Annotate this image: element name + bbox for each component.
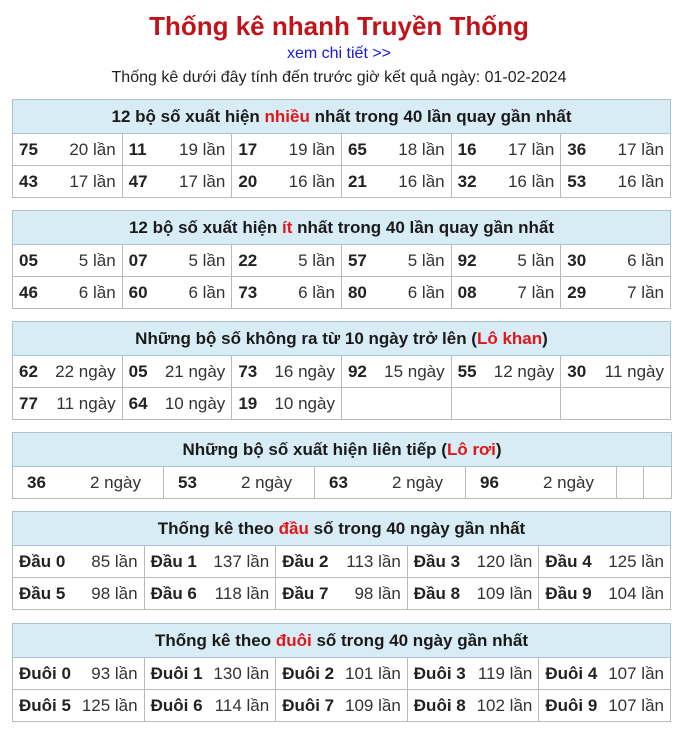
- cell-count: 12 ngày: [493, 361, 555, 381]
- table-cell: [122, 245, 232, 277]
- lo-number: 96: [480, 472, 499, 492]
- table-cell: [341, 388, 451, 420]
- header-text: Những bộ số xuất hiện liên tiếp (: [182, 439, 447, 459]
- table-cell: [122, 166, 232, 198]
- page-title: Thống kê nhanh Truyền Thống: [149, 11, 529, 41]
- table-row: [13, 166, 671, 198]
- dau-header: [13, 512, 671, 546]
- cell-count: 7 lần: [517, 282, 555, 302]
- cell-number: 65: [347, 139, 367, 159]
- table-row: [13, 245, 671, 277]
- table-cell: [13, 277, 123, 309]
- table-cell: [232, 356, 342, 388]
- most-frequent-body: [13, 134, 671, 198]
- cell-count: 125 lần: [608, 551, 664, 571]
- most-frequent-header: [13, 100, 671, 134]
- cell-number: Đầu 2: [282, 551, 329, 571]
- cell-number: Đuôi 5: [19, 695, 71, 715]
- cell-number: 19: [238, 393, 258, 413]
- cell-number: 92: [347, 361, 367, 381]
- cell-count: 20 lần: [69, 139, 116, 159]
- table-cell: [539, 690, 671, 722]
- cell-count: 130 lần: [213, 663, 270, 683]
- table-cell: [561, 134, 671, 166]
- table-cell: [13, 658, 145, 690]
- lo-number: 53: [178, 472, 197, 492]
- cell-count: 6 lần: [78, 282, 116, 302]
- cell-count: 137 lần: [213, 551, 270, 571]
- dau-table: [12, 511, 671, 610]
- cell-number: 92: [457, 250, 477, 270]
- table-cell: [13, 690, 145, 722]
- cell-number: 47: [128, 171, 148, 191]
- cell-number: 20: [238, 171, 258, 191]
- cell-count: 109 lần: [345, 695, 401, 715]
- table-cell: [232, 388, 342, 420]
- cell-number: 32: [457, 171, 477, 191]
- cell-number: Đầu 6: [150, 583, 197, 603]
- header-text: ): [495, 439, 502, 459]
- detail-link[interactable]: xem chi tiết >>: [286, 45, 392, 62]
- cell-count: 17 lần: [178, 171, 226, 191]
- cell-count: 114 lần: [214, 695, 270, 715]
- lo-count: 2 ngày: [240, 472, 292, 492]
- table-cell: [276, 658, 408, 690]
- least-frequent-body: [13, 245, 671, 309]
- table-cell: [276, 546, 408, 578]
- cell-count: 6 lần: [407, 282, 445, 302]
- lo-count: 2 ngày: [89, 472, 141, 492]
- table-cell: [341, 277, 451, 309]
- cell-number: 22: [238, 250, 258, 270]
- cell-count: 102 lần: [476, 695, 533, 715]
- cell-count: 22 ngày: [55, 361, 116, 381]
- header-text: ): [542, 328, 548, 348]
- cell-number: 05: [128, 361, 148, 381]
- cell-number: 75: [19, 139, 38, 159]
- cell-count: 6 lần: [298, 282, 335, 302]
- table-cell: [122, 388, 232, 420]
- table-row: [13, 277, 671, 309]
- cell-count: 17 lần: [507, 139, 555, 159]
- table-cell: [561, 245, 671, 277]
- table-cell: [341, 134, 451, 166]
- least-frequent-table: [12, 210, 671, 309]
- cell-number: Đuôi 8: [413, 695, 466, 715]
- header-text: 12 bộ số xuất hiện: [111, 106, 265, 126]
- cell-number: Đầu 3: [413, 551, 461, 571]
- cell-number: Đuôi 1: [150, 663, 203, 683]
- header-highlight: đầu: [278, 518, 309, 538]
- lo-roi-empty-cell: [617, 467, 644, 499]
- lo-roi-cell: [315, 467, 466, 499]
- table-cell: [144, 690, 276, 722]
- lo-roi-empty-cell: [644, 467, 672, 499]
- cell-count: 11 ngày: [604, 361, 664, 381]
- table-cell: [561, 166, 671, 198]
- cell-number: Đuôi 9: [545, 695, 598, 715]
- duoi-body: [13, 658, 671, 722]
- cell-number: Đầu 1: [150, 551, 197, 571]
- table-cell: [13, 245, 123, 277]
- cell-count: 113 lần: [346, 551, 401, 571]
- cell-number: 80: [347, 282, 367, 302]
- lo-khan-header: [13, 322, 671, 356]
- cell-count: 17 lần: [617, 139, 664, 159]
- table-cell: [144, 578, 276, 610]
- cell-number: 77: [19, 393, 38, 413]
- cell-count: 5 lần: [298, 250, 335, 270]
- header-text: Thống kê theo: [154, 630, 276, 650]
- table-cell: [451, 277, 561, 309]
- table-row: [13, 658, 671, 690]
- cell-count: 107 lần: [608, 663, 664, 683]
- lo-khan-table: [12, 321, 671, 420]
- cell-number: Đầu 8: [413, 583, 461, 603]
- cell-number: 05: [19, 250, 38, 270]
- cell-count: 11 ngày: [56, 393, 116, 413]
- cell-count: 118 lần: [214, 583, 270, 603]
- table-cell: [407, 658, 539, 690]
- cell-count: 19 lần: [178, 139, 226, 159]
- cell-count: 125 lần: [81, 695, 138, 715]
- cell-count: 16 lần: [398, 171, 445, 191]
- cell-number: Đuôi 4: [545, 663, 598, 683]
- cell-number: Đuôi 0: [19, 663, 71, 683]
- table-cell: [232, 134, 342, 166]
- cell-number: 43: [19, 171, 38, 191]
- table-row: [13, 388, 671, 420]
- cell-count: 5 lần: [78, 250, 116, 270]
- cell-count: 120 lần: [476, 551, 533, 571]
- least-frequent-header: [13, 211, 671, 245]
- cell-count: 101 lần: [345, 663, 401, 683]
- table-cell: [561, 388, 671, 420]
- duoi-header: [13, 624, 671, 658]
- cell-count: 6 lần: [188, 282, 226, 302]
- table-cell: [451, 245, 561, 277]
- cell-number: Đuôi 3: [413, 663, 466, 683]
- table-cell: [561, 356, 671, 388]
- cell-count: 104 lần: [608, 583, 664, 603]
- lo-roi-header: [13, 433, 672, 467]
- lo-count: 2 ngày: [542, 472, 594, 492]
- cell-number: 30: [567, 250, 587, 270]
- lo-roi-table: [12, 432, 672, 499]
- cell-count: 119 lần: [477, 663, 533, 683]
- cell-number: 17: [238, 139, 258, 159]
- cell-number: 36: [567, 139, 587, 159]
- cell-number: 64: [128, 393, 148, 413]
- cell-number: 55: [457, 361, 477, 381]
- cell-number: 08: [457, 282, 477, 302]
- lo-roi-cell: [13, 467, 164, 499]
- cell-number: Đuôi 2: [282, 663, 335, 683]
- cell-number: 60: [128, 282, 148, 302]
- table-cell: [232, 277, 342, 309]
- header-text: Thống kê theo: [157, 518, 279, 538]
- table-cell: [13, 546, 145, 578]
- table-cell: [341, 166, 451, 198]
- lo-roi-row: [13, 467, 672, 499]
- cell-count: 16 lần: [617, 171, 664, 191]
- cell-number: Đầu 5: [19, 583, 66, 603]
- cell-count: 10 ngày: [164, 393, 226, 413]
- lo-number: 63: [329, 472, 348, 492]
- cell-count: 7 lần: [627, 282, 664, 302]
- table-cell: [407, 690, 539, 722]
- header-highlight: nhiều: [264, 106, 310, 126]
- table-cell: [407, 546, 539, 578]
- cell-count: 98 lần: [91, 583, 138, 603]
- table-cell: [539, 658, 671, 690]
- cell-count: 10 ngày: [274, 393, 335, 413]
- cell-count: 5 lần: [188, 250, 226, 270]
- table-cell: [13, 134, 123, 166]
- table-cell: [276, 578, 408, 610]
- table-cell: [144, 546, 276, 578]
- cell-number: 21: [347, 171, 367, 191]
- table-cell: [539, 578, 671, 610]
- header-text: nhất trong 40 lần quay gần nhất: [292, 217, 555, 237]
- table-cell: [144, 658, 276, 690]
- most-frequent-table: [12, 99, 671, 198]
- table-row: [13, 578, 671, 610]
- cell-number: 11: [128, 139, 147, 159]
- cell-count: 109 lần: [476, 583, 533, 603]
- table-row: [13, 546, 671, 578]
- table-row: [13, 134, 671, 166]
- cell-count: 16 lần: [507, 171, 555, 191]
- table-cell: [451, 134, 561, 166]
- lo-roi-cell: [164, 467, 315, 499]
- cell-count: 19 lần: [288, 139, 335, 159]
- table-cell: [561, 277, 671, 309]
- cell-number: Đuôi 6: [150, 695, 203, 715]
- cell-count: 107 lần: [608, 695, 664, 715]
- cell-count: 6 lần: [627, 250, 664, 270]
- cell-count: 85 lần: [91, 551, 138, 571]
- table-cell: [451, 166, 561, 198]
- table-cell: [407, 578, 539, 610]
- table-cell: [122, 277, 232, 309]
- page-subtitle: Thống kê dưới đây tính đến trước giờ kết quả ngày: 01-02-2024: [111, 69, 567, 86]
- cell-count: 16 ngày: [274, 361, 335, 381]
- cell-count: 17 lần: [69, 171, 116, 191]
- table-row: [13, 356, 671, 388]
- cell-number: 07: [128, 250, 148, 270]
- table-cell: [451, 388, 561, 420]
- header-highlight: đuôi: [275, 630, 312, 650]
- table-cell: [232, 166, 342, 198]
- cell-count: 98 lần: [354, 583, 401, 603]
- cell-count: 93 lần: [91, 663, 138, 683]
- cell-number: Đuôi 7: [282, 695, 335, 715]
- cell-number: Đầu 4: [545, 551, 592, 571]
- lo-khan-body: [13, 356, 671, 420]
- cell-number: 53: [567, 171, 587, 191]
- header-text: số trong 40 ngày gần nhất: [308, 518, 526, 538]
- duoi-table: [12, 623, 671, 722]
- cell-count: 16 lần: [288, 171, 335, 191]
- lo-roi-cell: [466, 467, 617, 499]
- table-cell: [451, 356, 561, 388]
- cell-number: 57: [347, 250, 367, 270]
- cell-number: 62: [19, 361, 38, 381]
- table-cell: [122, 356, 232, 388]
- header-highlight: Lô rơi: [446, 439, 496, 459]
- header-text: số trong 40 ngày gần nhất: [311, 630, 529, 650]
- table-cell: [341, 245, 451, 277]
- cell-number: Đầu 7: [282, 583, 329, 603]
- cell-count: 21 ngày: [164, 361, 226, 381]
- header-text: 12 bộ số xuất hiện: [128, 217, 282, 237]
- table-cell: [341, 356, 451, 388]
- table-cell: [232, 245, 342, 277]
- cell-number: 73: [238, 282, 258, 302]
- cell-number: 30: [567, 361, 587, 381]
- table-cell: [13, 356, 123, 388]
- table-cell: [13, 578, 145, 610]
- cell-count: 15 ngày: [384, 361, 445, 381]
- header-highlight: Lô khan: [476, 328, 543, 348]
- table-cell: [13, 166, 123, 198]
- cell-count: 5 lần: [407, 250, 445, 270]
- table-cell: [13, 388, 123, 420]
- table-row: [13, 690, 671, 722]
- lo-count: 2 ngày: [391, 472, 443, 492]
- dau-body: [13, 546, 671, 610]
- cell-number: 73: [238, 361, 258, 381]
- table-cell: [276, 690, 408, 722]
- header-highlight: ít: [282, 217, 293, 237]
- cell-count: 5 lần: [517, 250, 555, 270]
- header-text: nhất trong 40 lần quay gần nhất: [309, 106, 572, 126]
- cell-count: 18 lần: [398, 139, 445, 159]
- cell-number: Đầu 9: [545, 583, 592, 603]
- lo-number: 36: [27, 472, 46, 492]
- cell-number: Đầu 0: [19, 551, 66, 571]
- table-cell: [539, 546, 671, 578]
- table-cell: [122, 134, 232, 166]
- cell-number: 16: [457, 139, 477, 159]
- header-text: Những bộ số không ra từ 10 ngày trở lên (: [135, 328, 477, 348]
- cell-number: 46: [19, 282, 38, 302]
- cell-number: 29: [567, 282, 587, 302]
